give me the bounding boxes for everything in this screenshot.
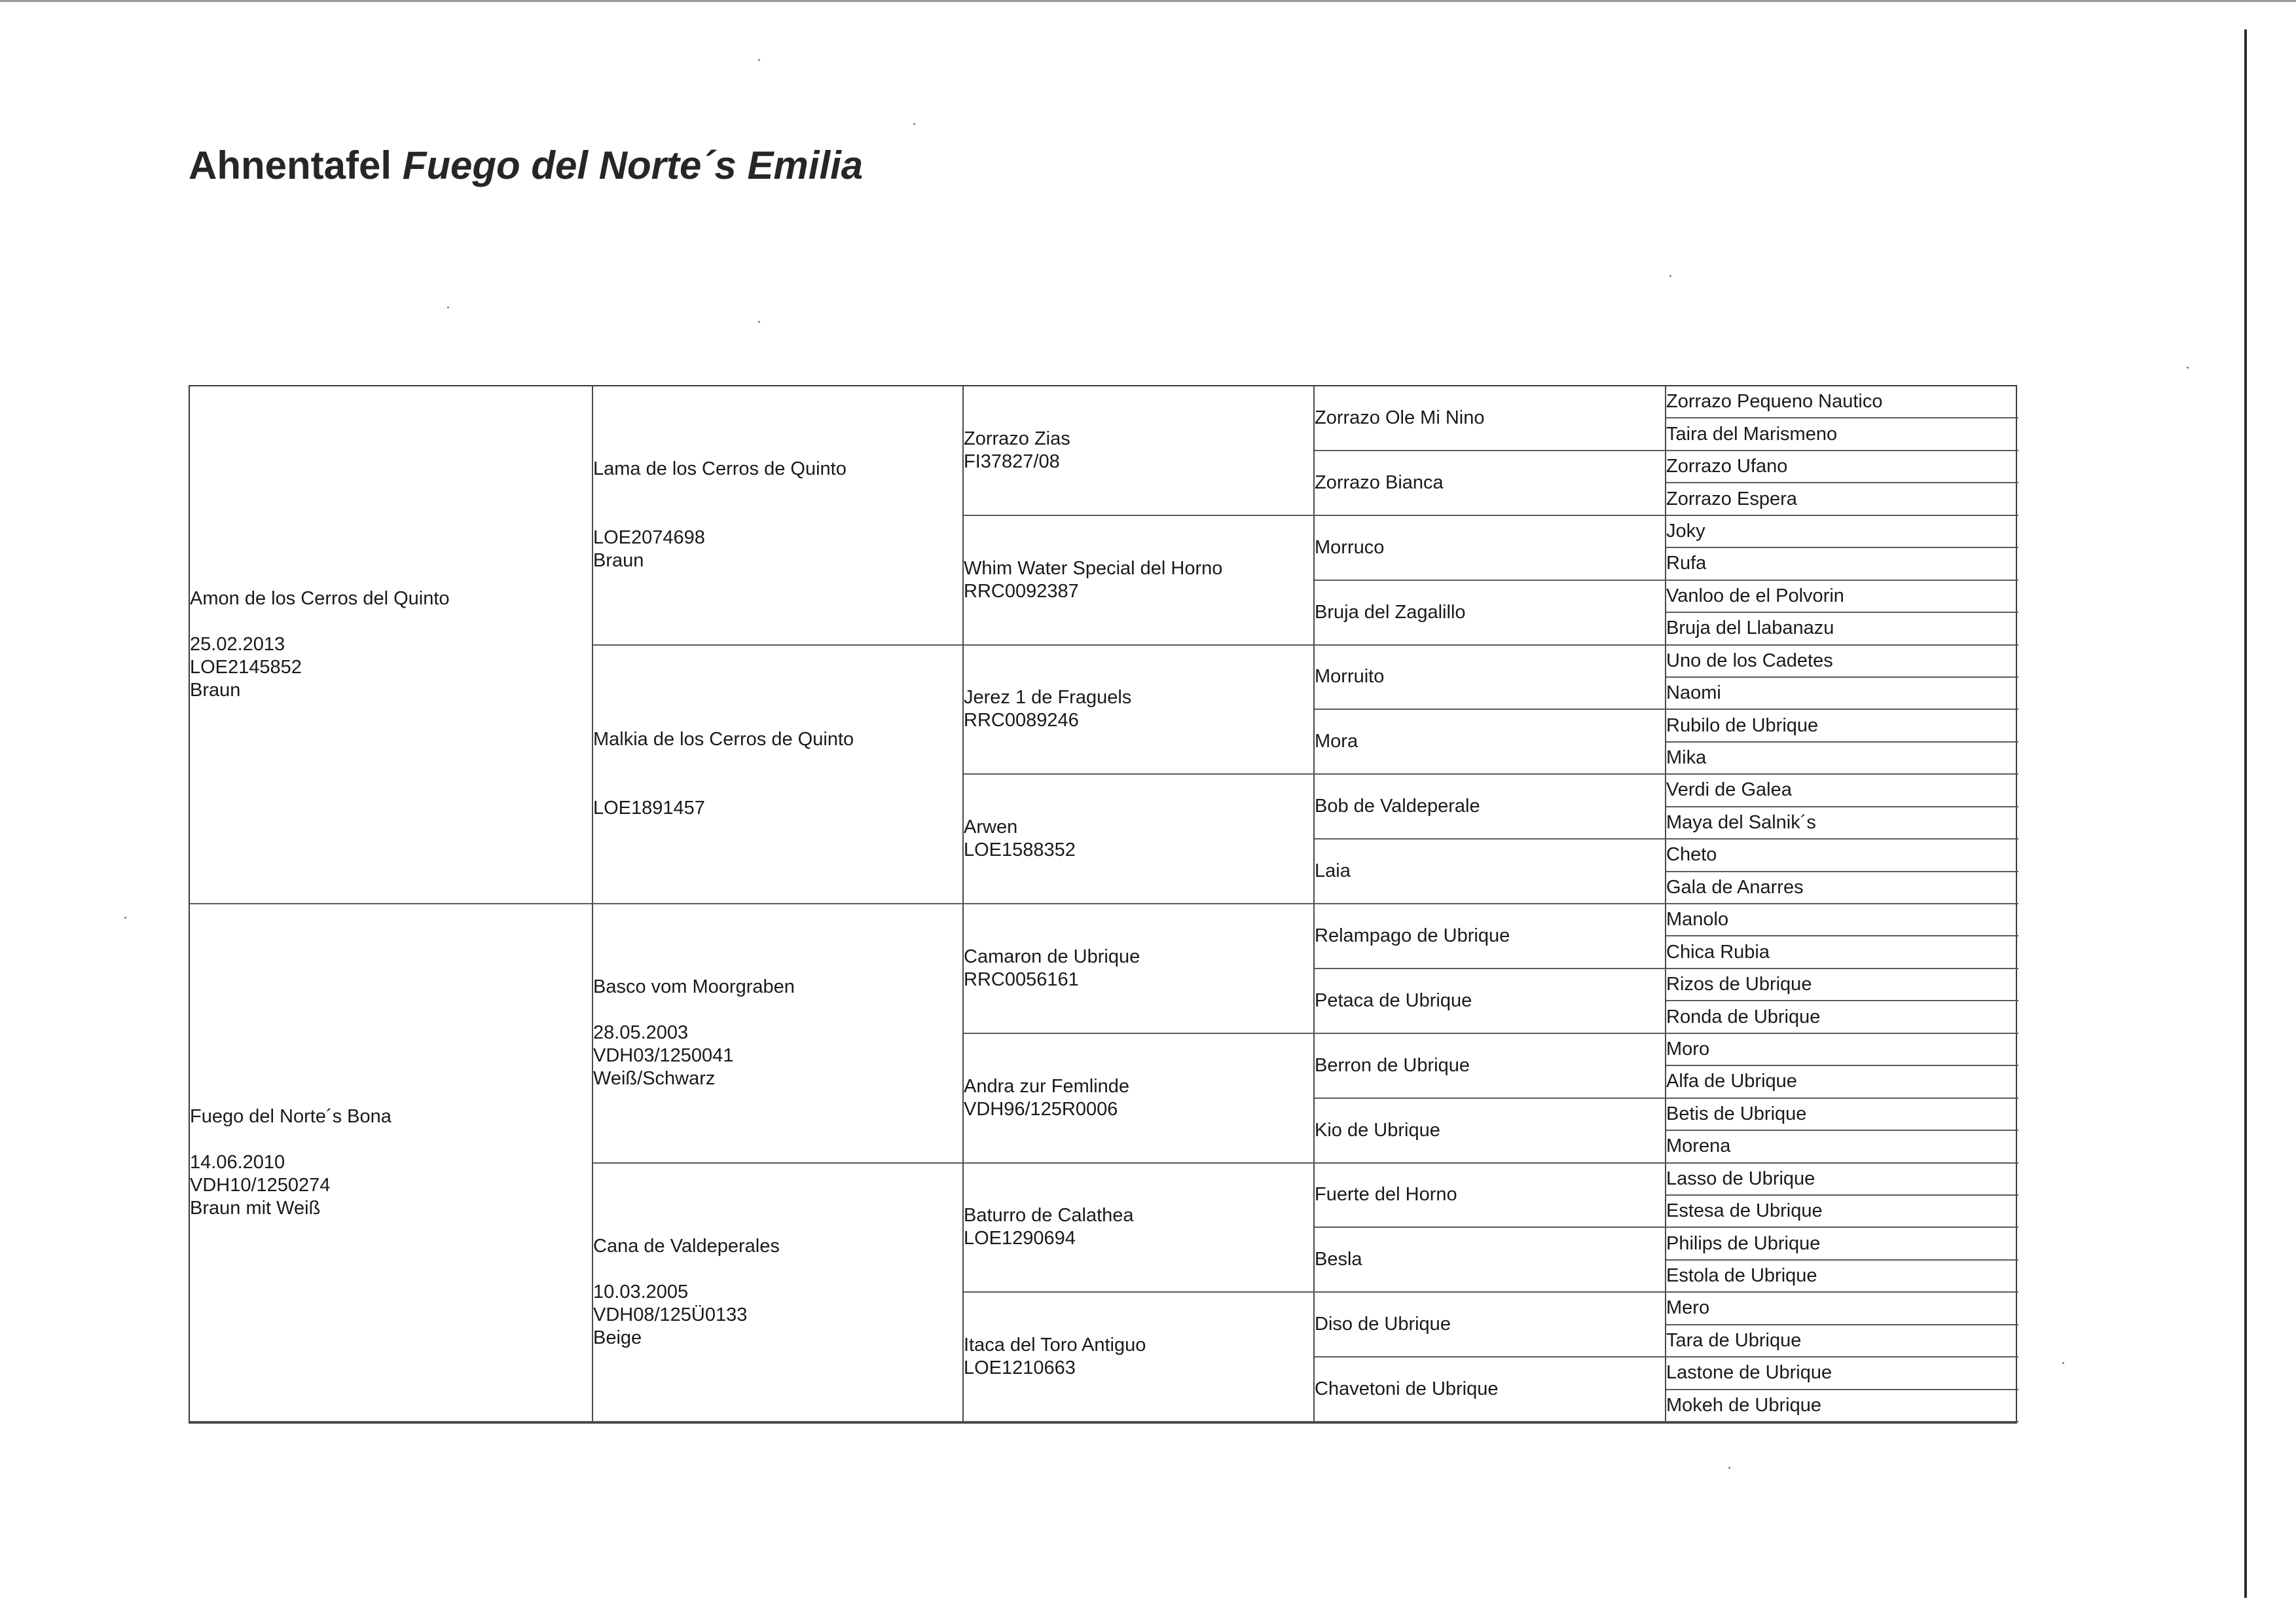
dog-name: Morruito — [1315, 666, 1385, 688]
coat-color: Braun mit Weiß — [190, 1198, 321, 1219]
gen5-cell — [1666, 1034, 2018, 1066]
gen4-cell — [1315, 904, 1666, 969]
gen5-cell — [1666, 678, 2018, 710]
dog-name: Rizos de Ubrique — [1666, 974, 1812, 995]
scan-right-edge — [2244, 29, 2247, 1598]
page-title — [189, 143, 863, 188]
dog-name: Gala de Anarres — [1666, 876, 1804, 898]
dog-name: Zorrazo Zias — [964, 428, 1070, 449]
dog-name: Whim Water Special del Horno — [964, 557, 1223, 579]
gen4-cell — [1315, 710, 1666, 775]
gen5-cell — [1666, 418, 2018, 451]
dog-name: Zorrazo Bianca — [1315, 471, 1444, 493]
registration-number: VDH96/125R0006 — [964, 1098, 1118, 1120]
dog-name: Mokeh de Ubrique — [1666, 1394, 1821, 1416]
gen5-cell — [1666, 451, 2018, 483]
registration-number: LOE1588352 — [964, 840, 1076, 861]
gen4-cell — [1315, 969, 1666, 1034]
registration-number: VDH03/1250041 — [593, 1045, 734, 1067]
dog-name: Lama de los Cerros de Quinto — [593, 458, 847, 480]
dog-name: Morena — [1666, 1135, 1731, 1157]
registration-number: LOE1891457 — [593, 798, 705, 819]
registration-number: VDH08/125Ü0133 — [593, 1304, 748, 1325]
gen4-cell — [1315, 581, 1666, 646]
great-grandparent-cell — [964, 1164, 1315, 1293]
title-prefix: Ahnentafel — [189, 143, 392, 187]
gen5-cell — [1666, 904, 2018, 936]
coat-color: Beige — [593, 1327, 642, 1348]
dog-name: Estola de Ubrique — [1666, 1265, 1817, 1287]
grandparent-cell — [593, 1164, 964, 1423]
dog-name: Uno de los Cadetes — [1666, 650, 1833, 671]
gen5-cell — [1666, 1001, 2018, 1033]
gen5-cell — [1666, 581, 2018, 613]
scan-speck — [1728, 1467, 1730, 1469]
registration-number: RRC0092387 — [964, 580, 1079, 602]
dog-name: Tara de Ubrique — [1666, 1329, 1802, 1351]
dog-name: Zorrazo Espera — [1666, 488, 1797, 509]
dog-name: Cana de Valdeperales — [593, 1235, 780, 1257]
dog-name: Mero — [1666, 1297, 1710, 1319]
dog-name: Mora — [1315, 731, 1358, 752]
scan-speck — [758, 59, 760, 61]
gen5-cell — [1666, 483, 2018, 515]
gen5-cell — [1666, 1131, 2018, 1163]
dog-name: Vanloo de el Polvorin — [1666, 585, 1844, 606]
scan-speck — [913, 123, 915, 125]
gen4-cell — [1315, 1099, 1666, 1164]
great-grandparent-cell — [964, 386, 1315, 516]
dog-name: Chavetoni de Ubrique — [1315, 1378, 1499, 1400]
gen5-cell — [1666, 936, 2018, 969]
scan-speck — [1669, 275, 1671, 277]
registration-number: FI37827/08 — [964, 451, 1060, 472]
dog-name: Mika — [1666, 747, 1707, 769]
gen4-cell — [1315, 1034, 1666, 1099]
great-grandparent-cell — [964, 646, 1315, 775]
gen4-cell — [1315, 1293, 1666, 1357]
gen5-cell — [1666, 743, 2018, 775]
gen5-cell — [1666, 1325, 2018, 1357]
dog-name: Basco vom Moorgraben — [593, 976, 795, 998]
registration-number: RRC0056161 — [964, 969, 1079, 990]
gen5-cell — [1666, 710, 2018, 742]
dog-name: Malkia de los Cerros de Quinto — [593, 729, 854, 750]
dog-name: Baturro de Calathea — [964, 1205, 1134, 1227]
dog-name: Jerez 1 de Fraguels — [964, 687, 1132, 709]
gen5-cell — [1666, 1196, 2018, 1228]
dog-name: Besla — [1315, 1249, 1362, 1270]
registration-number: RRC0089246 — [964, 710, 1079, 731]
gen4-cell — [1315, 840, 1666, 904]
dog-name: Alfa de Ubrique — [1666, 1071, 1797, 1092]
scan-speck — [124, 917, 126, 919]
dog-name: Fuego del Norte´s Bona — [190, 1106, 392, 1127]
dog-name: Petaca de Ubrique — [1315, 989, 1472, 1011]
gen5-cell — [1666, 1164, 2018, 1196]
registration-number: LOE2145852 — [190, 657, 302, 678]
gen5-cell — [1666, 646, 2018, 678]
dog-name: Morruco — [1315, 536, 1385, 558]
dog-name: Maya del Salnik´s — [1666, 811, 1816, 833]
dog-name: Zorrazo Ole Mi Nino — [1315, 407, 1485, 428]
gen5-cell — [1666, 775, 2018, 807]
registration-number: LOE1290694 — [964, 1228, 1076, 1249]
grandparent-cell — [593, 904, 964, 1164]
dog-name: Philips de Ubrique — [1666, 1232, 1821, 1254]
dog-name: Lasso de Ubrique — [1666, 1168, 1815, 1189]
gen4-cell — [1315, 1164, 1666, 1228]
dog-name: Camaron de Ubrique — [964, 946, 1140, 967]
gen5-cell — [1666, 1228, 2018, 1260]
birth-date: 28.05.2003 — [593, 1022, 689, 1044]
dog-name: Arwen — [964, 817, 1018, 838]
dog-name: Estesa de Ubrique — [1666, 1200, 1823, 1222]
dog-name: Naomi — [1666, 682, 1721, 704]
dog-name: Itaca del Toro Antiguo — [964, 1335, 1146, 1356]
pedigree-table — [189, 385, 2017, 1424]
scan-speck — [758, 321, 760, 323]
coat-color: Braun — [593, 550, 644, 572]
coat-color: Weiß/Schwarz — [593, 1068, 716, 1090]
gen5-cell — [1666, 613, 2018, 645]
dog-name: Bruja del Llabanazu — [1666, 618, 1834, 639]
gen5-cell — [1666, 1357, 2018, 1390]
dog-name: Amon de los Cerros del Quinto — [190, 588, 450, 609]
birth-date: 25.02.2013 — [190, 634, 285, 655]
birth-date: 14.06.2010 — [190, 1152, 285, 1173]
grandparent-cell — [593, 386, 964, 646]
dog-name: Cheto — [1666, 844, 1717, 866]
birth-date: 10.03.2005 — [593, 1281, 689, 1302]
title-dog-name: Fuego del Norte´s Emilia — [402, 143, 864, 187]
gen5-cell — [1666, 548, 2018, 580]
great-grandparent-cell — [964, 904, 1315, 1034]
dog-name: Ronda de Ubrique — [1666, 1006, 1821, 1027]
gen5-cell — [1666, 1390, 2018, 1422]
great-grandparent-cell — [964, 775, 1315, 904]
gen5-cell — [1666, 872, 2018, 904]
gen5-cell — [1666, 969, 2018, 1001]
dog-name: Joky — [1666, 520, 1705, 542]
dog-name: Moro — [1666, 1038, 1710, 1060]
gen4-cell — [1315, 1228, 1666, 1293]
dog-name: Bruja del Zagalillo — [1315, 601, 1466, 623]
dog-name: Zorrazo Ufano — [1666, 456, 1788, 477]
dog-name: Andra zur Femlinde — [964, 1075, 1130, 1097]
dog-name: Taira del Marismeno — [1666, 423, 1838, 445]
dog-name: Bob de Valdeperale — [1315, 796, 1480, 817]
gen5-cell — [1666, 386, 2018, 418]
gen5-cell — [1666, 516, 2018, 548]
dog-name: Kio de Ubrique — [1315, 1119, 1440, 1141]
dog-name: Zorrazo Pequeno Nautico — [1666, 391, 1883, 413]
gen5-cell — [1666, 1261, 2018, 1293]
coat-color: Braun — [190, 680, 241, 701]
great-grandparent-cell — [964, 516, 1315, 646]
gen5-cell — [1666, 840, 2018, 872]
parent-cell — [190, 386, 593, 904]
gen4-cell — [1315, 386, 1666, 451]
dog-name: Relampago de Ubrique — [1315, 925, 1510, 946]
scan-speck — [2187, 367, 2189, 369]
registration-number: LOE1210663 — [964, 1357, 1076, 1379]
scan-top-edge — [0, 0, 2296, 2]
dog-name: Chica Rubia — [1666, 941, 1770, 963]
dog-name: Rufa — [1666, 553, 1707, 574]
dog-name: Diso de Ubrique — [1315, 1314, 1451, 1335]
grandparent-cell — [593, 646, 964, 905]
great-grandparent-cell — [964, 1293, 1315, 1422]
registration-number: LOE2074698 — [593, 527, 705, 549]
registration-number: VDH10/1250274 — [190, 1175, 331, 1196]
gen4-cell — [1315, 451, 1666, 516]
dog-name: Laia — [1315, 860, 1351, 882]
dog-name: Rubilo de Ubrique — [1666, 714, 1819, 736]
gen4-cell — [1315, 775, 1666, 840]
gen5-cell — [1666, 1293, 2018, 1325]
gen5-cell — [1666, 1066, 2018, 1098]
dog-name: Lastone de Ubrique — [1666, 1362, 1832, 1384]
gen5-cell — [1666, 1099, 2018, 1131]
gen4-cell — [1315, 516, 1666, 581]
dog-name: Manolo — [1666, 909, 1729, 931]
scan-speck — [447, 306, 449, 308]
dog-name: Fuerte del Horno — [1315, 1184, 1457, 1206]
dog-name: Verdi de Galea — [1666, 779, 1792, 801]
dog-name: Betis de Ubrique — [1666, 1103, 1807, 1124]
gen4-cell — [1315, 1357, 1666, 1422]
scan-speck — [2062, 1362, 2064, 1364]
great-grandparent-cell — [964, 1034, 1315, 1164]
dog-name: Berron de Ubrique — [1315, 1054, 1470, 1076]
parent-cell — [190, 904, 593, 1422]
gen5-cell — [1666, 807, 2018, 840]
gen4-cell — [1315, 646, 1666, 710]
